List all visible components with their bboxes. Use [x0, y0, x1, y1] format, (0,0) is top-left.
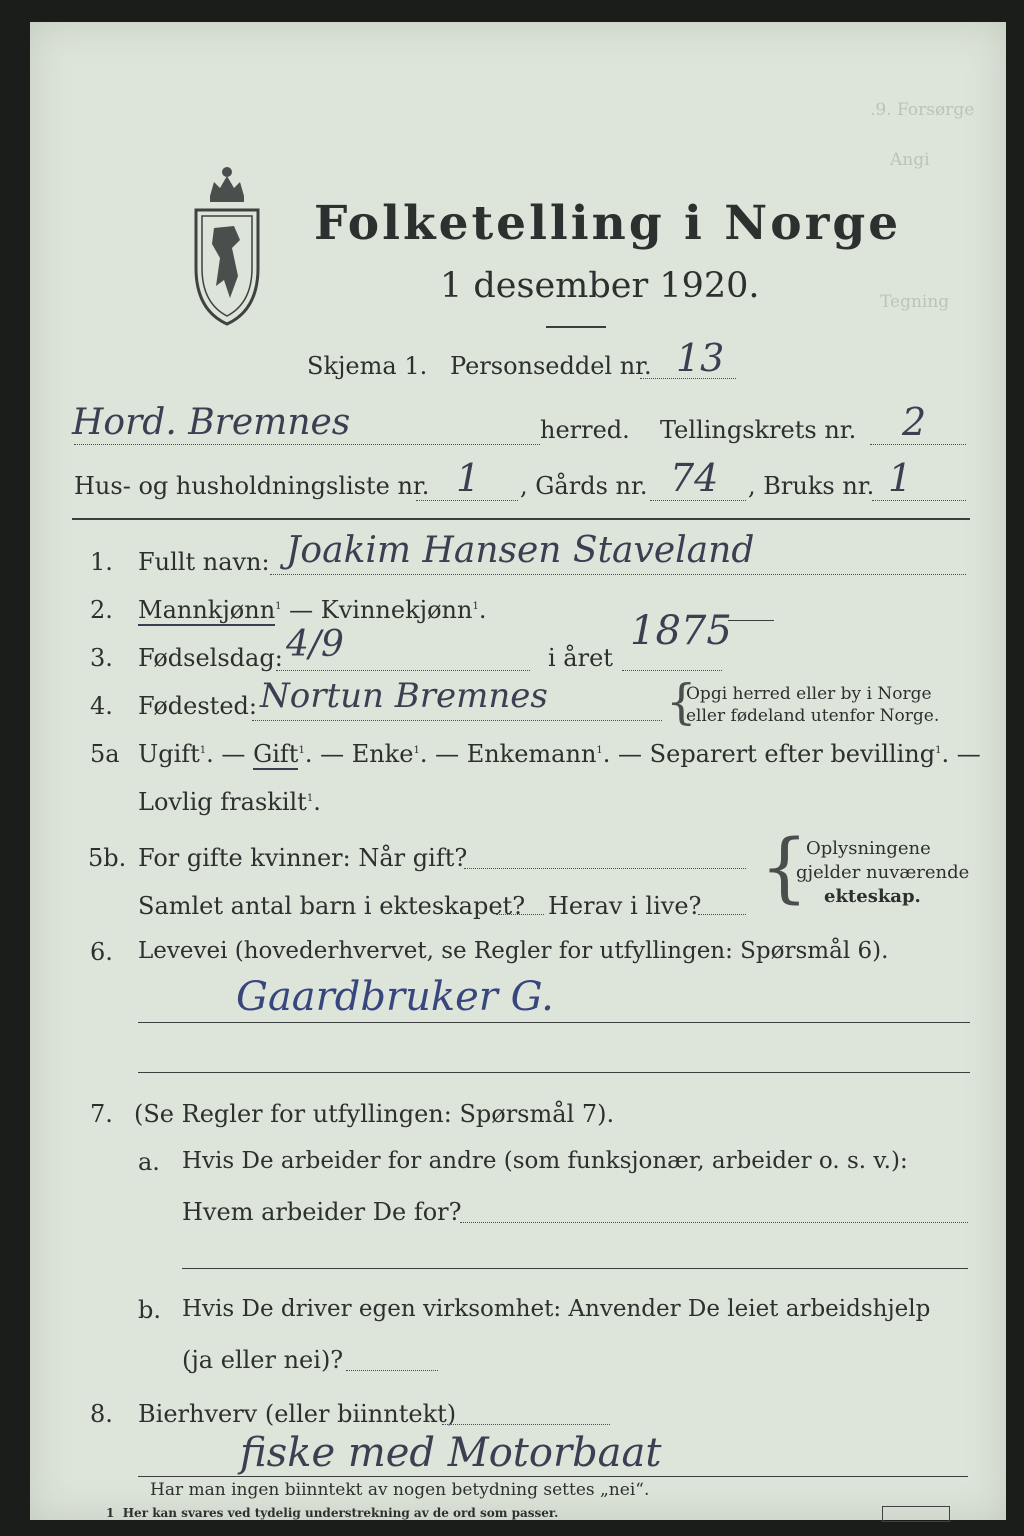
- herred-value[interactable]: Hord. Bremnes: [72, 402, 351, 443]
- q1-label: Fullt navn:: [138, 548, 270, 576]
- q7b-letter: b.: [138, 1296, 161, 1324]
- personseddel-label: Personseddel nr.: [450, 352, 652, 380]
- marital-options: Ugift$^1$. — Gift$^1$. — Enke$^1$. — Enkemann$^1$. — Separert efter bevilling$^1$. —: [138, 740, 981, 768]
- birth-year-line: [622, 670, 722, 671]
- header-rule: [72, 518, 970, 520]
- brace-icon: {: [666, 674, 697, 730]
- q4-number: 4.: [90, 692, 113, 720]
- q7b-label-1: Hvis De driver egen virksomhet: Anvender De leiet arbeidshjelp: [182, 1296, 931, 1322]
- form-date: 1 desember 1920.: [440, 266, 760, 306]
- skjema-label: Skjema 1.: [307, 352, 428, 380]
- side-income-value[interactable]: fiske med Motorbaat: [240, 1430, 662, 1476]
- q8-number: 8.: [90, 1400, 113, 1428]
- gender-male-option[interactable]: Mannkjønn: [138, 596, 276, 624]
- marital-fraskilt-row: Lovlig fraskilt$^1$.: [138, 788, 321, 816]
- q3-label: Fødselsdag:: [138, 644, 283, 672]
- q7a-letter: a.: [138, 1148, 160, 1176]
- birthplace-note-1: Opgi herred eller by i Norge: [686, 684, 932, 704]
- q6-line-2: [138, 1072, 970, 1073]
- bleed-through-text: Tegning: [880, 292, 950, 312]
- husholdning-value[interactable]: 1: [456, 456, 481, 500]
- q7-number: 7.: [90, 1100, 113, 1128]
- q7a-line-1: [460, 1222, 968, 1223]
- herred-line: [74, 444, 540, 445]
- q7b-label-2: (ja eller nei)?: [182, 1346, 344, 1374]
- gards-line: [650, 500, 746, 501]
- year-dash: [728, 620, 774, 621]
- footnote-text: Her kan svares ved tydelig understrekning av de ord som passer.: [122, 1506, 559, 1520]
- q2-number: 2.: [90, 596, 113, 624]
- title-rule: [546, 326, 606, 328]
- bleed-through-text: .9. Forsørge: [870, 100, 975, 120]
- birth-year-value[interactable]: 1875: [630, 608, 732, 654]
- q5b-alive-label: Herav i live?: [548, 892, 702, 920]
- form-title: Folketelling i Norge: [314, 196, 902, 251]
- q3-number: 3.: [90, 644, 113, 672]
- personseddel-value[interactable]: 13: [676, 336, 725, 380]
- q6-label: Levevei (hovederhvervet, se Regler for utfyllingen: Spørsmål 6).: [138, 938, 889, 964]
- herred-label: herred.: [540, 416, 630, 444]
- footnote-mark: 1: [106, 1506, 115, 1520]
- marital-separert-option[interactable]: Separert efter bevilling: [649, 740, 936, 768]
- marital-fraskilt-option[interactable]: Lovlig fraskilt: [138, 788, 307, 816]
- coat-of-arms-icon: [190, 148, 264, 330]
- birthplace-value[interactable]: Nortun Bremnes: [260, 676, 548, 716]
- full-name-value[interactable]: Joakim Hansen Staveland: [286, 530, 755, 571]
- q5b-married-line: [464, 868, 746, 869]
- q8-line-2: [138, 1476, 968, 1477]
- footnote: [106, 1506, 558, 1520]
- q7a-label-1: Hvis De arbeider for andre (som funksjonær, arbeider o. s. v.):: [182, 1148, 908, 1174]
- q6-number: 6.: [90, 938, 113, 966]
- printer-stamp: [882, 1506, 950, 1522]
- q5b-note-3: ekteskap.: [824, 886, 921, 907]
- birthday-line: [276, 670, 530, 671]
- q5b-children-label: Samlet antal barn i ekteskapet?: [138, 892, 526, 920]
- q5b-note-2: gjelder nuværende: [796, 862, 970, 883]
- q7-label: (Se Regler for utfyllingen: Spørsmål 7).: [134, 1100, 615, 1128]
- tellingskrets-value[interactable]: 2: [902, 400, 927, 444]
- gards-label: , Gårds nr.: [520, 472, 648, 500]
- tellingskrets-line: [870, 444, 966, 445]
- q5b-married-label: For gifte kvinner: Når gift?: [138, 844, 468, 872]
- marital-ugift-option[interactable]: Ugift: [138, 740, 200, 768]
- q7a-line-2: [182, 1268, 968, 1269]
- gender-female-option[interactable]: Kvinnekjønn: [320, 596, 473, 624]
- bruks-label: , Bruks nr.: [748, 472, 875, 500]
- birthplace-note-2: eller fødeland utenfor Norge.: [686, 706, 940, 726]
- birthplace-line: [252, 720, 662, 721]
- marital-gift-option[interactable]: Gift: [253, 740, 299, 768]
- marital-enkemann-option[interactable]: Enkemann: [466, 740, 597, 768]
- q5a-number: 5a: [90, 740, 120, 768]
- q4-label: Fødested:: [138, 692, 257, 720]
- gards-value[interactable]: 74: [670, 456, 719, 500]
- husholdning-line: [416, 500, 518, 501]
- q1-line: [270, 574, 966, 575]
- q5b-children-line: [496, 914, 544, 915]
- q6-line-1: [138, 1022, 970, 1023]
- q1-number: 1.: [90, 548, 113, 576]
- bruks-line: [872, 500, 966, 501]
- brace-icon: {: [760, 822, 809, 911]
- q7a-label-2: Hvem arbeider De for?: [182, 1198, 462, 1226]
- q5b-note-1: Oplysningene: [806, 838, 931, 859]
- occupation-value[interactable]: Gaardbruker G.: [236, 974, 554, 1020]
- q5b-number: 5b.: [88, 844, 127, 872]
- birth-year-label: i året: [548, 644, 613, 672]
- bruks-value[interactable]: 1: [888, 456, 913, 500]
- q8-line-1: [442, 1424, 610, 1425]
- birthday-value[interactable]: 4/9: [286, 624, 344, 665]
- q5b-alive-line: [698, 914, 746, 915]
- q7b-line: [346, 1370, 438, 1371]
- q8-note: Har man ingen biinntekt av nogen betydning settes „nei“.: [150, 1480, 650, 1500]
- husholdning-label: Hus- og husholdningsliste nr.: [74, 472, 430, 500]
- tellingskrets-label: Tellingskrets nr.: [660, 416, 857, 444]
- marital-enke-option[interactable]: Enke: [351, 740, 414, 768]
- gender-options: Mannkjønn$^1$ — Kvinnekjønn$^1$.: [138, 596, 487, 624]
- census-form: [30, 22, 1006, 1520]
- q8-label: Bierhverv (eller biinntekt): [138, 1400, 457, 1428]
- bleed-through-text: Angi: [890, 150, 930, 170]
